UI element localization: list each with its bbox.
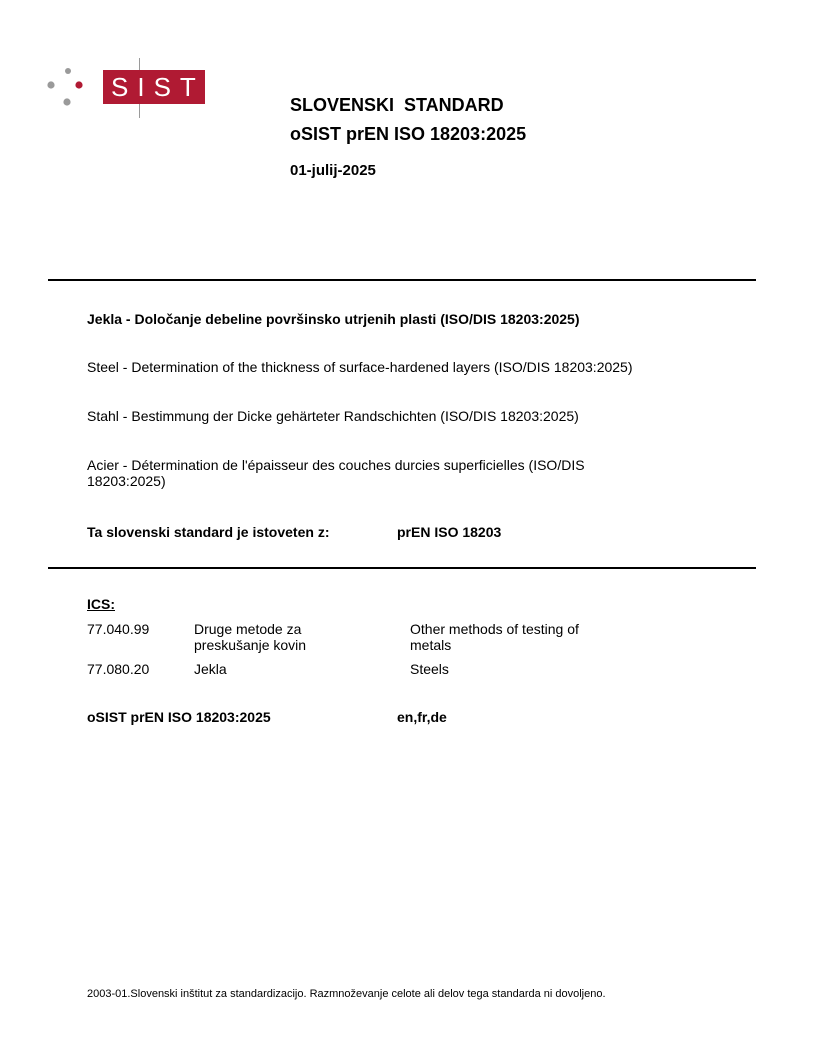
ics-row-1-sl-line1: Druge metode za [194, 621, 302, 637]
ics-row-1-en-line2: metals [410, 637, 452, 653]
ics-row-1-sl-line2: preskušanje kovin [194, 637, 307, 653]
ics-row-2-en: Steels [410, 661, 449, 677]
ics-row-1-code: 77.040.99 [87, 621, 150, 637]
title-slovenian: Jekla - Določanje debeline površinsko utrjenih plasti (ISO/DIS 18203:2025) [87, 311, 580, 327]
standard-date: 01-julij-2025 [290, 162, 376, 179]
standard-code: oSIST prEN ISO 18203:2025 [290, 124, 527, 144]
copyright-footer: 2003-01.Slovenski inštitut za standardizacijo. Razmnoževanje celote ali delov tega standarda ni dovoljeno. [87, 988, 606, 1000]
ics-heading: ICS: [87, 596, 115, 612]
standard-type: SLOVENSKI STANDARD [290, 95, 504, 115]
sist-logo-dots [46, 66, 86, 110]
title-french-line2: 18203:2025) [87, 473, 166, 489]
sist-logo: SIST [103, 70, 205, 104]
ics-row-2-sl: Jekla [194, 661, 227, 677]
title-french-line1: Acier - Détermination de l'épaisseur des couches durcies superficielles (ISO/DIS [87, 457, 585, 473]
middle-divider [48, 567, 756, 569]
identical-value: prEN ISO 18203 [397, 524, 502, 540]
title-german: Stahl - Bestimmung der Dicke gehärteter Randschichten (ISO/DIS 18203:2025) [87, 408, 579, 424]
document-code: oSIST prEN ISO 18203:2025 [87, 709, 271, 725]
document-languages: en,fr,de [397, 709, 447, 725]
title-english: Steel - Determination of the thickness of surface-hardened layers (ISO/DIS 18203:2025) [87, 359, 633, 375]
ics-row-1-en-line1: Other methods of testing of [410, 621, 579, 637]
ics-row-2-code: 77.080.20 [87, 661, 150, 677]
top-divider [48, 279, 756, 281]
identical-label: Ta slovenski standard je istoveten z: [87, 524, 330, 540]
